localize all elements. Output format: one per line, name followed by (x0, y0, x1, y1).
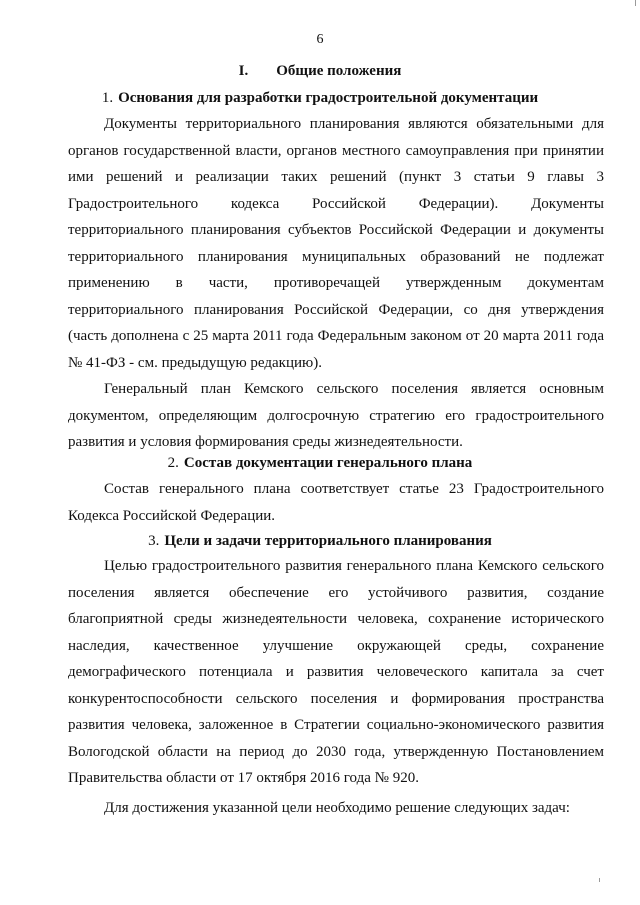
paragraph-tasks-intro: Для достижения указанной цели необходимо решение следующих задач: (104, 800, 570, 816)
subsection-heading-1 (0, 90, 640, 107)
subsection-title: Основания для разработки градостроительной документации (118, 90, 539, 106)
section-heading (0, 63, 640, 80)
page-number: 6 (316, 32, 324, 47)
scan-artifact-mark (599, 878, 600, 882)
paragraph-legal-basis: Документы территориального планирования являются обязательными для органов государственной власти, органов местного самоуправления при принятии ими решений и реализации таких решений (пункт 3 статьи 9 главы 3 Градостроительного кодекса Российской Федерации). Документы территориального планирования субъектов Российской Федерации и документы территориального планирования муниципальных образований не подлежат применению в части, противоречащей утвержденным документам территориального планирования Российской Федерации, со дня утверждения (часть дополнена с 25 марта 2011 года Федеральным законом от 20 марта 2011 года № 41-ФЗ - см. предыдущую редакцию). (68, 116, 604, 371)
subsection-title: Состав документации генерального плана (183, 455, 473, 471)
section-number: I. (238, 63, 249, 79)
paragraph-general-plan: Генеральный план Кемского сельского поселения является основным документом, определяющим долгосрочную стратегию его градостроительного развития и условия формирования среды жизнедеятельности. (68, 381, 604, 450)
section-title: Общие положения (276, 63, 402, 79)
subsection-number: 3. (148, 533, 160, 549)
paragraph-composition: Состав генерального плана соответствует статье 23 Градостроительного Кодекса Российской Федерации. (68, 481, 604, 524)
paragraph-goal: Целью градостроительного развития генерального плана Кемского сельского поселения является обеспечение его устойчивого развития, создание благоприятной среды жизнедеятельности человека, сохранение исторического наследия, качественное улучшение окружающей среды, сохранение демографического потенциала и развития человеческого капитала за счет конкурентоспособности сельского поселения и формирования пространства развития человека, заложенное в Стратегии социально-экономического развития Вологодской области на период до 2030 года, утвержденную Постановлением Правительства области от 17 октября 2016 года № 920. (68, 558, 604, 786)
subsection-heading-3 (0, 533, 640, 550)
subsection-heading-2 (0, 455, 640, 472)
subsection-title: Цели и задачи территориального планирования (164, 533, 492, 549)
scan-artifact-mark (635, 0, 636, 6)
subsection-number: 2. (167, 455, 179, 471)
subsection-number: 1. (101, 90, 114, 106)
